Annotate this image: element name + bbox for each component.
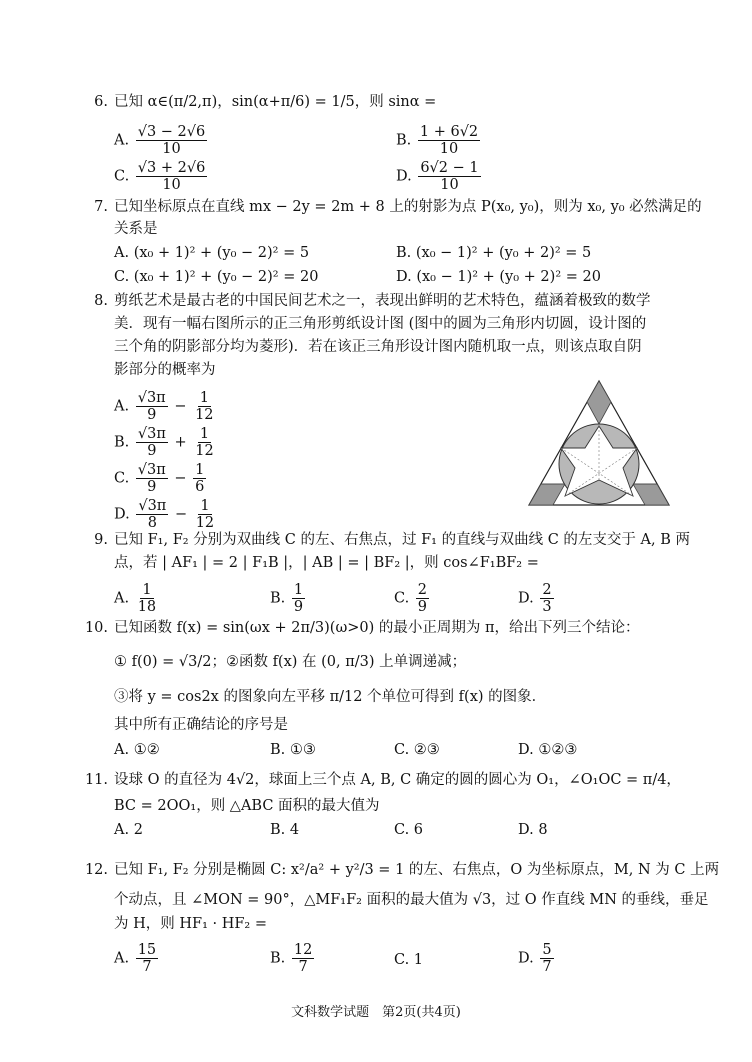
q12-a-n: 15 [137, 942, 157, 958]
q6-option-c-letter: C. [114, 168, 130, 185]
question-12-line-3: 为 H，则 HF₁ · HF₂ = [114, 916, 267, 932]
q8-a-f2n: 1 [199, 390, 209, 406]
q12-a-d: 7 [142, 959, 152, 975]
question-11-number: 11. [84, 772, 108, 788]
q6-option-d-letter: D. [396, 168, 412, 185]
question-7-line-1: 已知坐标原点在直线 mx − 2y = 2m + 8 上的射影为点 P(x₀, y₀)，则为 x₀, y₀ 必然满足的 [114, 199, 702, 215]
q9-a-frac [136, 582, 158, 615]
q8-c-letter: C. [114, 470, 130, 487]
q8-a-f1d: 9 [147, 407, 157, 423]
question-9-line-2: 点，若 | AF₁ | = 2 | F₁B |，| AB | = | BF₂ |，则 cos∠F₁BF₂ = [114, 555, 539, 571]
q8-c-f1n: √3π [137, 462, 166, 478]
q12-option-a[interactable] [114, 942, 160, 975]
q9-d-d: 3 [542, 599, 552, 615]
question-7-number: 7. [94, 199, 108, 215]
q8-option-a[interactable] [114, 390, 218, 423]
q8-b-f2d: 12 [195, 443, 214, 459]
q8-d-frac-1 [136, 498, 168, 531]
q8-option-b[interactable] [114, 426, 218, 459]
q8-c-frac-1 [136, 462, 168, 495]
q6-option-d[interactable] [396, 160, 483, 193]
q12-d-d: 7 [542, 959, 552, 975]
q6-option-b-letter: B. [396, 132, 412, 149]
paper-cut-triangle-figure [525, 378, 673, 510]
q9-b-n: 1 [293, 582, 304, 598]
q6-a-den: 10 [162, 141, 181, 157]
question-8-line-2: 美．现有一幅右图所示的正三角形剪纸设计图 (图中的圆为三角形内切圆，设计图的 [114, 316, 647, 332]
q12-c-letter: C. [394, 952, 410, 968]
q11-option-c[interactable]: C. 6 [394, 822, 424, 838]
question-8-line-1: 剪纸艺术是最古老的中国民间艺术之一，表现出鲜明的艺术特色，蕴涵着极致的数学 [114, 293, 651, 309]
q12-d-letter: D. [518, 950, 534, 967]
q8-b-frac-2 [193, 426, 215, 459]
q10-option-a[interactable]: A. ①② [114, 742, 160, 758]
q12-b-n: 12 [293, 942, 313, 958]
q9-d-n: 2 [542, 582, 552, 598]
q8-d-f2d: 12 [195, 515, 215, 531]
q9-a-d: 18 [137, 599, 157, 615]
q8-b-f1d: 9 [147, 443, 157, 459]
question-8-line-3: 三个角的阴影部分均为菱形)．若在该正三角形设计图内随机取一点，则该点取自阴 [114, 339, 642, 355]
q8-b-letter: B. [114, 434, 130, 451]
q12-option-b[interactable] [270, 942, 316, 975]
q12-a-letter: A. [114, 950, 130, 967]
q9-d-frac [540, 582, 553, 615]
q11-option-a[interactable]: A. 2 [114, 822, 143, 838]
q6-c-num: √3 + 2√6 [137, 160, 206, 176]
question-9-line-1: 已知 F₁, F₂ 分别为双曲线 C 的左、右焦点，过 F₁ 的直线与双曲线 C 的左支交于 A, B 两 [114, 532, 690, 548]
q12-d-frac [540, 942, 553, 975]
question-10-line-1: 已知函数 f(x) = sin(ωx + 2π/3)(ω>0) 的最小正周期为 π，给出下列三个结论： [114, 620, 640, 636]
q8-option-c[interactable] [114, 462, 208, 495]
q6-option-a[interactable] [114, 124, 209, 157]
q8-b-op: + [174, 434, 187, 451]
q7-option-d[interactable]: D. (x₀ − 1)² + (y₀ + 2)² = 20 [396, 269, 601, 285]
q9-b-frac [292, 582, 305, 615]
question-10-line-4: 其中所有正确结论的序号是 [114, 717, 288, 733]
q6-option-a-letter: A. [114, 132, 130, 149]
q12-b-frac [292, 942, 314, 975]
q12-b-letter: B. [270, 950, 286, 967]
page-footer: 文科数学试题 第2页(共4页) [291, 1005, 461, 1020]
q8-a-f2d: 12 [195, 407, 214, 423]
question-12-number: 12. [84, 862, 108, 878]
q8-c-frac-2 [193, 462, 206, 495]
q8-b-f1n: √3π [137, 426, 166, 442]
q7-option-b[interactable]: B. (x₀ − 1)² + (y₀ + 2)² = 5 [396, 245, 592, 261]
q8-d-f2n: 1 [200, 498, 210, 514]
q7-option-a[interactable]: A. (x₀ + 1)² + (y₀ − 2)² = 5 [114, 245, 310, 261]
q9-a-letter: A. [114, 590, 130, 607]
question-10-line-3: ③将 y = cos2x 的图象向左平移 π/12 个单位可得到 f(x) 的图象． [114, 689, 547, 705]
question-8-line-4: 影部分的概率为 [114, 362, 216, 378]
q9-c-n: 2 [417, 582, 428, 598]
q8-d-f1d: 8 [147, 515, 157, 531]
q12-a-frac [136, 942, 158, 975]
q12-c-text: 1 [413, 952, 424, 968]
q8-d-op: − [174, 506, 188, 523]
q12-option-d[interactable] [518, 942, 556, 975]
q8-a-frac-2 [193, 390, 215, 423]
q9-option-d[interactable] [518, 582, 556, 615]
question-6-stem: 已知 α∈(π/2,π)，sin(α+π/6) = 1/5，则 sinα = [114, 94, 437, 110]
q11-option-d[interactable]: D. 8 [518, 822, 548, 838]
question-11-line-1: 设球 O 的直径为 4√2，球面上三个点 A, B, C 确定的圆的圆心为 O₁，∠O₁OC = π/4， [114, 772, 681, 788]
q6-b-den: 10 [439, 141, 459, 157]
q9-c-letter: C. [394, 590, 410, 607]
q9-option-c[interactable] [394, 582, 431, 615]
q11-option-b[interactable]: B. 4 [270, 822, 300, 838]
q12-option-c[interactable] [394, 950, 423, 970]
q9-option-a[interactable] [114, 582, 160, 615]
question-7-line-2: 关系是 [114, 221, 158, 237]
question-9-number: 9. [94, 532, 108, 548]
q6-c-den: 10 [162, 177, 181, 193]
q8-d-f1n: √3π [138, 498, 167, 514]
q12-b-d: 7 [298, 959, 308, 975]
q6-option-d-fraction [418, 160, 480, 193]
q6-b-num: 1 + 6√2 [419, 124, 479, 140]
q6-option-c-fraction [136, 160, 208, 193]
q7-option-c[interactable]: C. (x₀ + 1)² + (y₀ − 2)² = 20 [114, 269, 319, 285]
q8-a-f1n: √3π [137, 390, 166, 406]
q6-option-c[interactable] [114, 160, 209, 193]
q8-c-f2d: 6 [195, 479, 205, 495]
question-11-line-2: BC = 2OO₁，则 △ABC 面积的最大值为 [114, 798, 380, 814]
q8-c-f1d: 9 [147, 479, 157, 495]
q6-option-b-fraction [418, 124, 480, 157]
q9-d-letter: D. [518, 590, 534, 607]
q9-option-b[interactable] [270, 582, 307, 615]
question-8-number: 8. [94, 293, 108, 309]
q10-option-b[interactable]: B. ①③ [270, 742, 316, 758]
q8-a-letter: A. [114, 398, 130, 415]
q9-a-n: 1 [142, 582, 152, 598]
q10-option-c[interactable]: C. ②③ [394, 742, 440, 758]
question-12-line-1: 已知 F₁, F₂ 分别是椭圆 C: x²/a² + y²/3 = 1 的左、右焦点，O 为坐标原点，M, N 为 C 上两 [114, 862, 720, 878]
q10-option-d[interactable]: D. ①②③ [518, 742, 578, 758]
q8-b-frac-1 [136, 426, 168, 459]
q8-a-op: − [174, 398, 187, 415]
question-10-line-2: ① f(0) = √3/2；②函数 f(x) 在 (0, π/3) 上单调递减； [114, 654, 467, 670]
q9-b-letter: B. [270, 590, 286, 607]
question-6-number: 6. [94, 94, 108, 110]
q9-c-d: 9 [417, 599, 428, 615]
q8-b-f2n: 1 [199, 426, 210, 442]
q9-c-frac [416, 582, 429, 615]
q8-c-f2n: 1 [195, 462, 205, 478]
q8-d-frac-2 [194, 498, 216, 531]
question-10-number: 10. [84, 620, 108, 636]
q6-option-a-fraction [136, 124, 208, 157]
q8-d-letter: D. [114, 506, 130, 523]
q6-d-den: 10 [440, 177, 459, 193]
q6-d-num: 6√2 − 1 [420, 160, 479, 176]
q6-a-num: √3 − 2√6 [137, 124, 206, 140]
q12-d-n: 5 [542, 942, 552, 958]
q9-b-d: 9 [293, 599, 304, 615]
q6-option-b[interactable] [396, 124, 482, 157]
q8-option-d[interactable] [114, 498, 218, 531]
q8-c-op: − [174, 470, 187, 487]
question-12-line-2: 个动点，且 ∠MON = 90°，△MF₁F₂ 面积的最大值为 √3，过 O 作直线 MN 的垂线，垂足 [114, 892, 709, 908]
q8-a-frac-1 [136, 390, 168, 423]
